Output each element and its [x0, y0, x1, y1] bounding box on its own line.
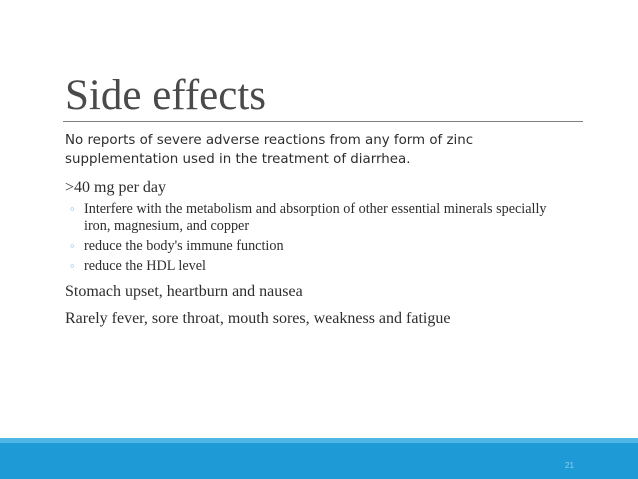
subpoint-text: Interfere with the metabolism and absorption of other essential minerals specially iron, magnesium, and copper [84, 201, 547, 234]
subpoint-immune-function [65, 238, 564, 255]
bullet-rare-effects: Rarely fever, sore throat, mouth sores, weakness and fatigue [65, 310, 451, 327]
bullet-dosage: >40 mg per day [65, 179, 166, 196]
circle-bullet-icon: ◦ [69, 203, 76, 216]
subpoint-text: reduce the body's immune function [84, 238, 284, 254]
page-number: 21 [565, 461, 574, 470]
title-divider [63, 121, 583, 122]
intro-text: No reports of severe adverse reactions from any form of zinc supplementation used in the treatment of diarrhea. [65, 133, 474, 167]
footer-bar [0, 438, 638, 479]
circle-bullet-icon: ◦ [69, 240, 76, 253]
footer-bar-highlight [0, 438, 638, 443]
slide-title: Side effects [65, 72, 266, 119]
circle-bullet-icon: ◦ [69, 260, 76, 273]
subpoint-hdl-level [65, 258, 564, 275]
slide-content [65, 131, 585, 329]
subpoint-mineral-absorption [65, 201, 564, 235]
bullet-stomach-upset: Stomach upset, heartburn and nausea [65, 283, 303, 300]
subpoint-text: reduce the HDL level [84, 258, 206, 274]
dosage-subpoints [65, 201, 585, 275]
